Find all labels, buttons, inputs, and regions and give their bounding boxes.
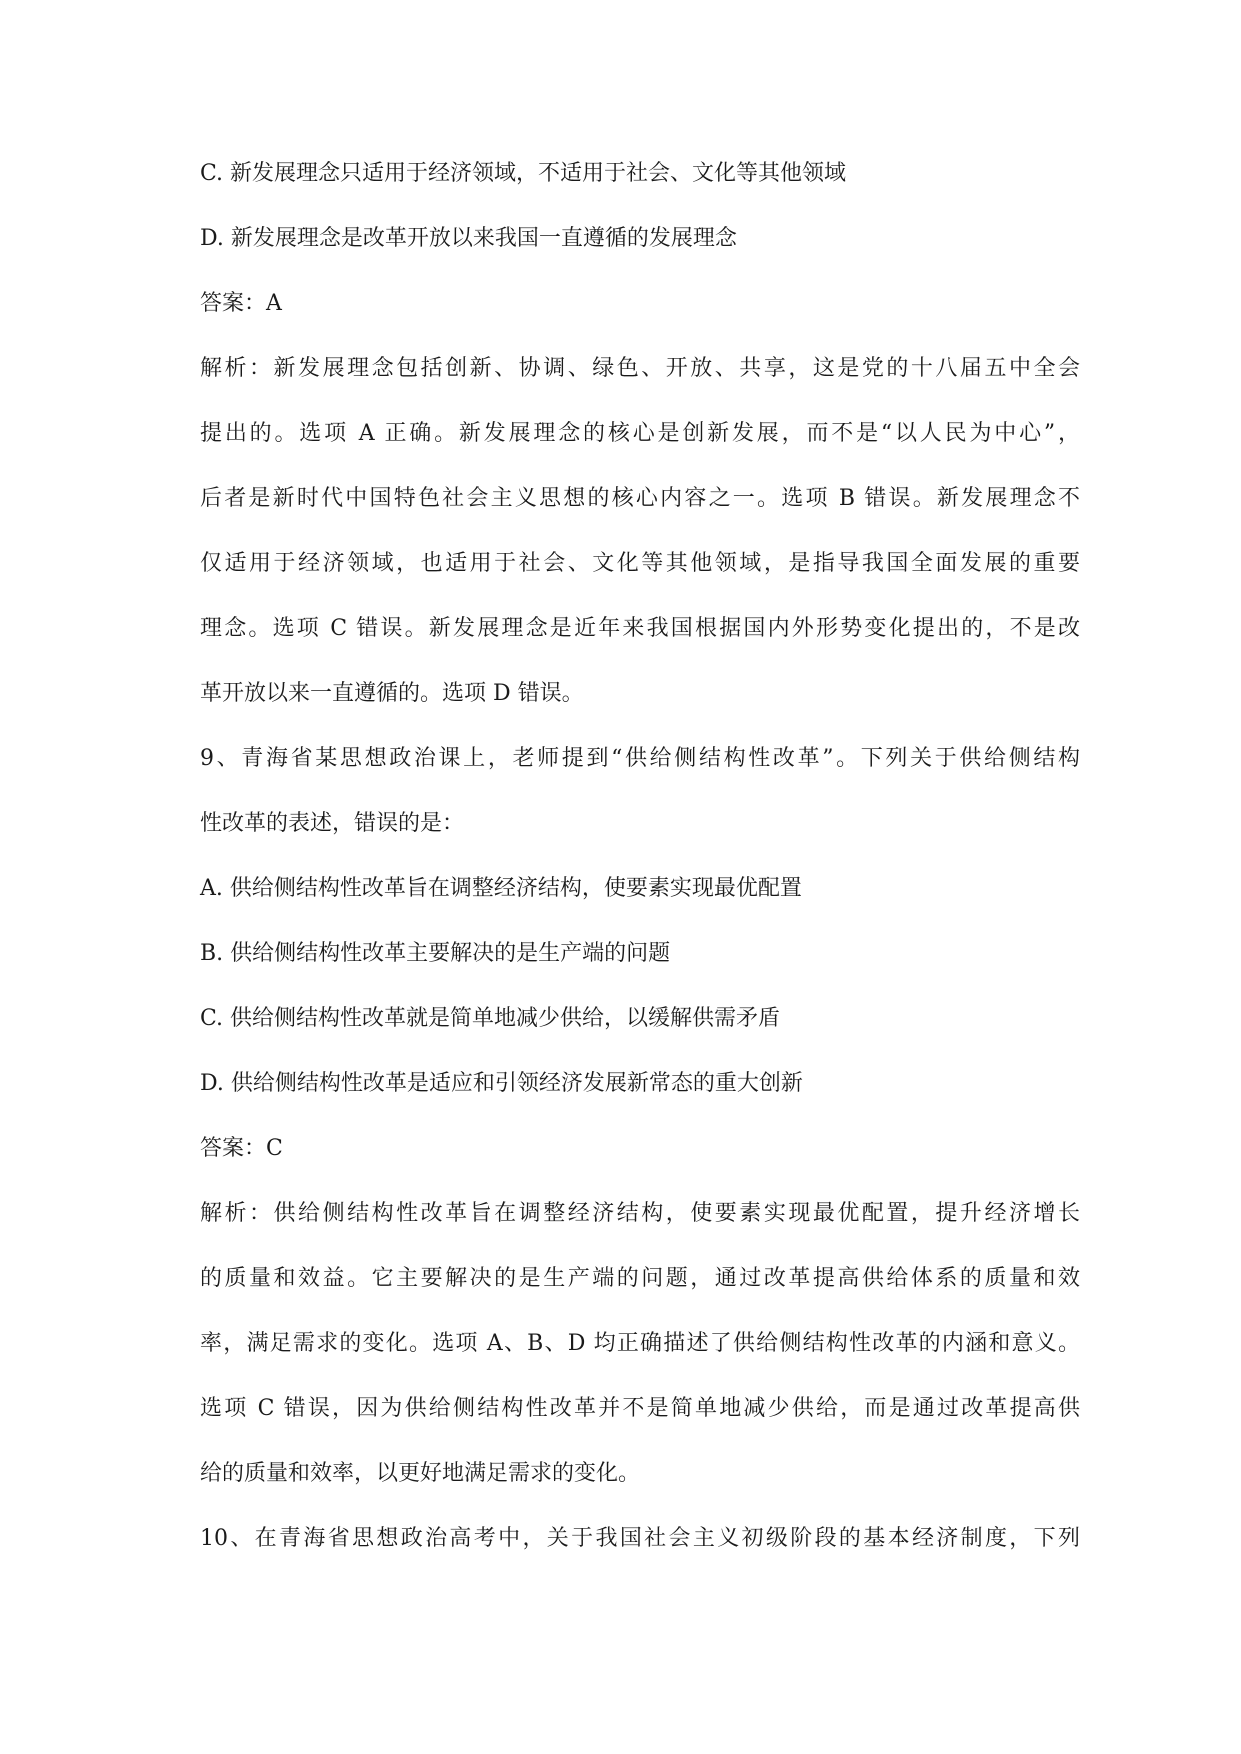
q9-analysis-line: 给的质量和效率，以更好地满足需求的变化。 — [200, 1461, 641, 1486]
q9-option-b-text: B. 供给侧结构性改革主要解决的是生产端的问题 — [200, 941, 671, 966]
q9-analysis-line: 选项 C 错误，因为供给侧结构性改革并不是简单地减少供给，而是通过改革提高供 — [200, 1396, 1080, 1421]
q9-option-a — [200, 856, 1080, 921]
q9-analysis-line: 率，满足需求的变化。选项 A、B、D 均正确描述了供给侧结构性改革的内涵和意义。 — [200, 1331, 1080, 1356]
q8-analysis-line: 理念。选项 C 错误。新发展理念是近年来我国根据国内外形势变化提出的，不是改 — [200, 616, 1080, 641]
q9-option-d-text: D. 供给侧结构性改革是适应和引领经济发展新常态的重大创新 — [200, 1071, 803, 1096]
q8-answer — [200, 271, 1080, 336]
q8-option-c-text: C. 新发展理念只适用于经济领域，不适用于社会、文化等其他领域 — [200, 161, 847, 186]
q9-answer — [200, 1116, 1080, 1181]
q9-analysis — [200, 1181, 1080, 1506]
q8-option-c — [200, 141, 1080, 206]
q8-option-d-text: D. 新发展理念是改革开放以来我国一直遵循的发展理念 — [200, 226, 737, 251]
q8-analysis-line: 提出的。选项 A 正确。新发展理念的核心是创新发展，而不是“以人民为中心”， — [200, 421, 1080, 446]
q9-stem-line: 9、青海省某思想政治课上，老师提到“供给侧结构性改革”。下列关于供给侧结构 — [200, 746, 1080, 771]
q10-stem-line: 10、在青海省思想政治高考中，关于我国社会主义初级阶段的基本经济制度，下列 — [200, 1526, 1080, 1551]
q9-option-a-text: A. 供给侧结构性改革旨在调整经济结构，使要素实现最优配置 — [200, 876, 802, 901]
q9-stem — [200, 726, 1080, 856]
q8-analysis-line: 后者是新时代中国特色社会主义思想的核心内容之一。选项 B 错误。新发展理念不 — [200, 486, 1080, 511]
q9-answer-text: 答案：C — [200, 1136, 283, 1161]
q8-analysis-line: 仅适用于经济领域，也适用于社会、文化等其他领域，是指导我国全面发展的重要 — [200, 551, 1080, 576]
q10-stem — [200, 1506, 1080, 1571]
q9-option-b — [200, 921, 1080, 986]
q9-option-c-text: C. 供给侧结构性改革就是简单地减少供给，以缓解供需矛盾 — [200, 1006, 781, 1031]
q8-analysis-line: 解析：新发展理念包括创新、协调、绿色、开放、共享，这是党的十八届五中全会 — [200, 356, 1080, 381]
q8-answer-text: 答案：A — [200, 291, 282, 316]
q8-analysis-line: 革开放以来一直遵循的。选项 D 错误。 — [200, 681, 584, 706]
q9-analysis-line: 的质量和效益。它主要解决的是生产端的问题，通过改革提高供给体系的质量和效 — [200, 1266, 1080, 1291]
q9-stem-line: 性改革的表述，错误的是： — [200, 811, 465, 836]
q8-analysis — [200, 336, 1080, 726]
q8-option-d — [200, 206, 1080, 271]
q9-option-d — [200, 1051, 1080, 1116]
q9-option-c — [200, 986, 1080, 1051]
q9-analysis-line: 解析：供给侧结构性改革旨在调整经济结构，使要素实现最优配置，提升经济增长 — [200, 1201, 1080, 1226]
document-content — [200, 141, 1080, 1571]
